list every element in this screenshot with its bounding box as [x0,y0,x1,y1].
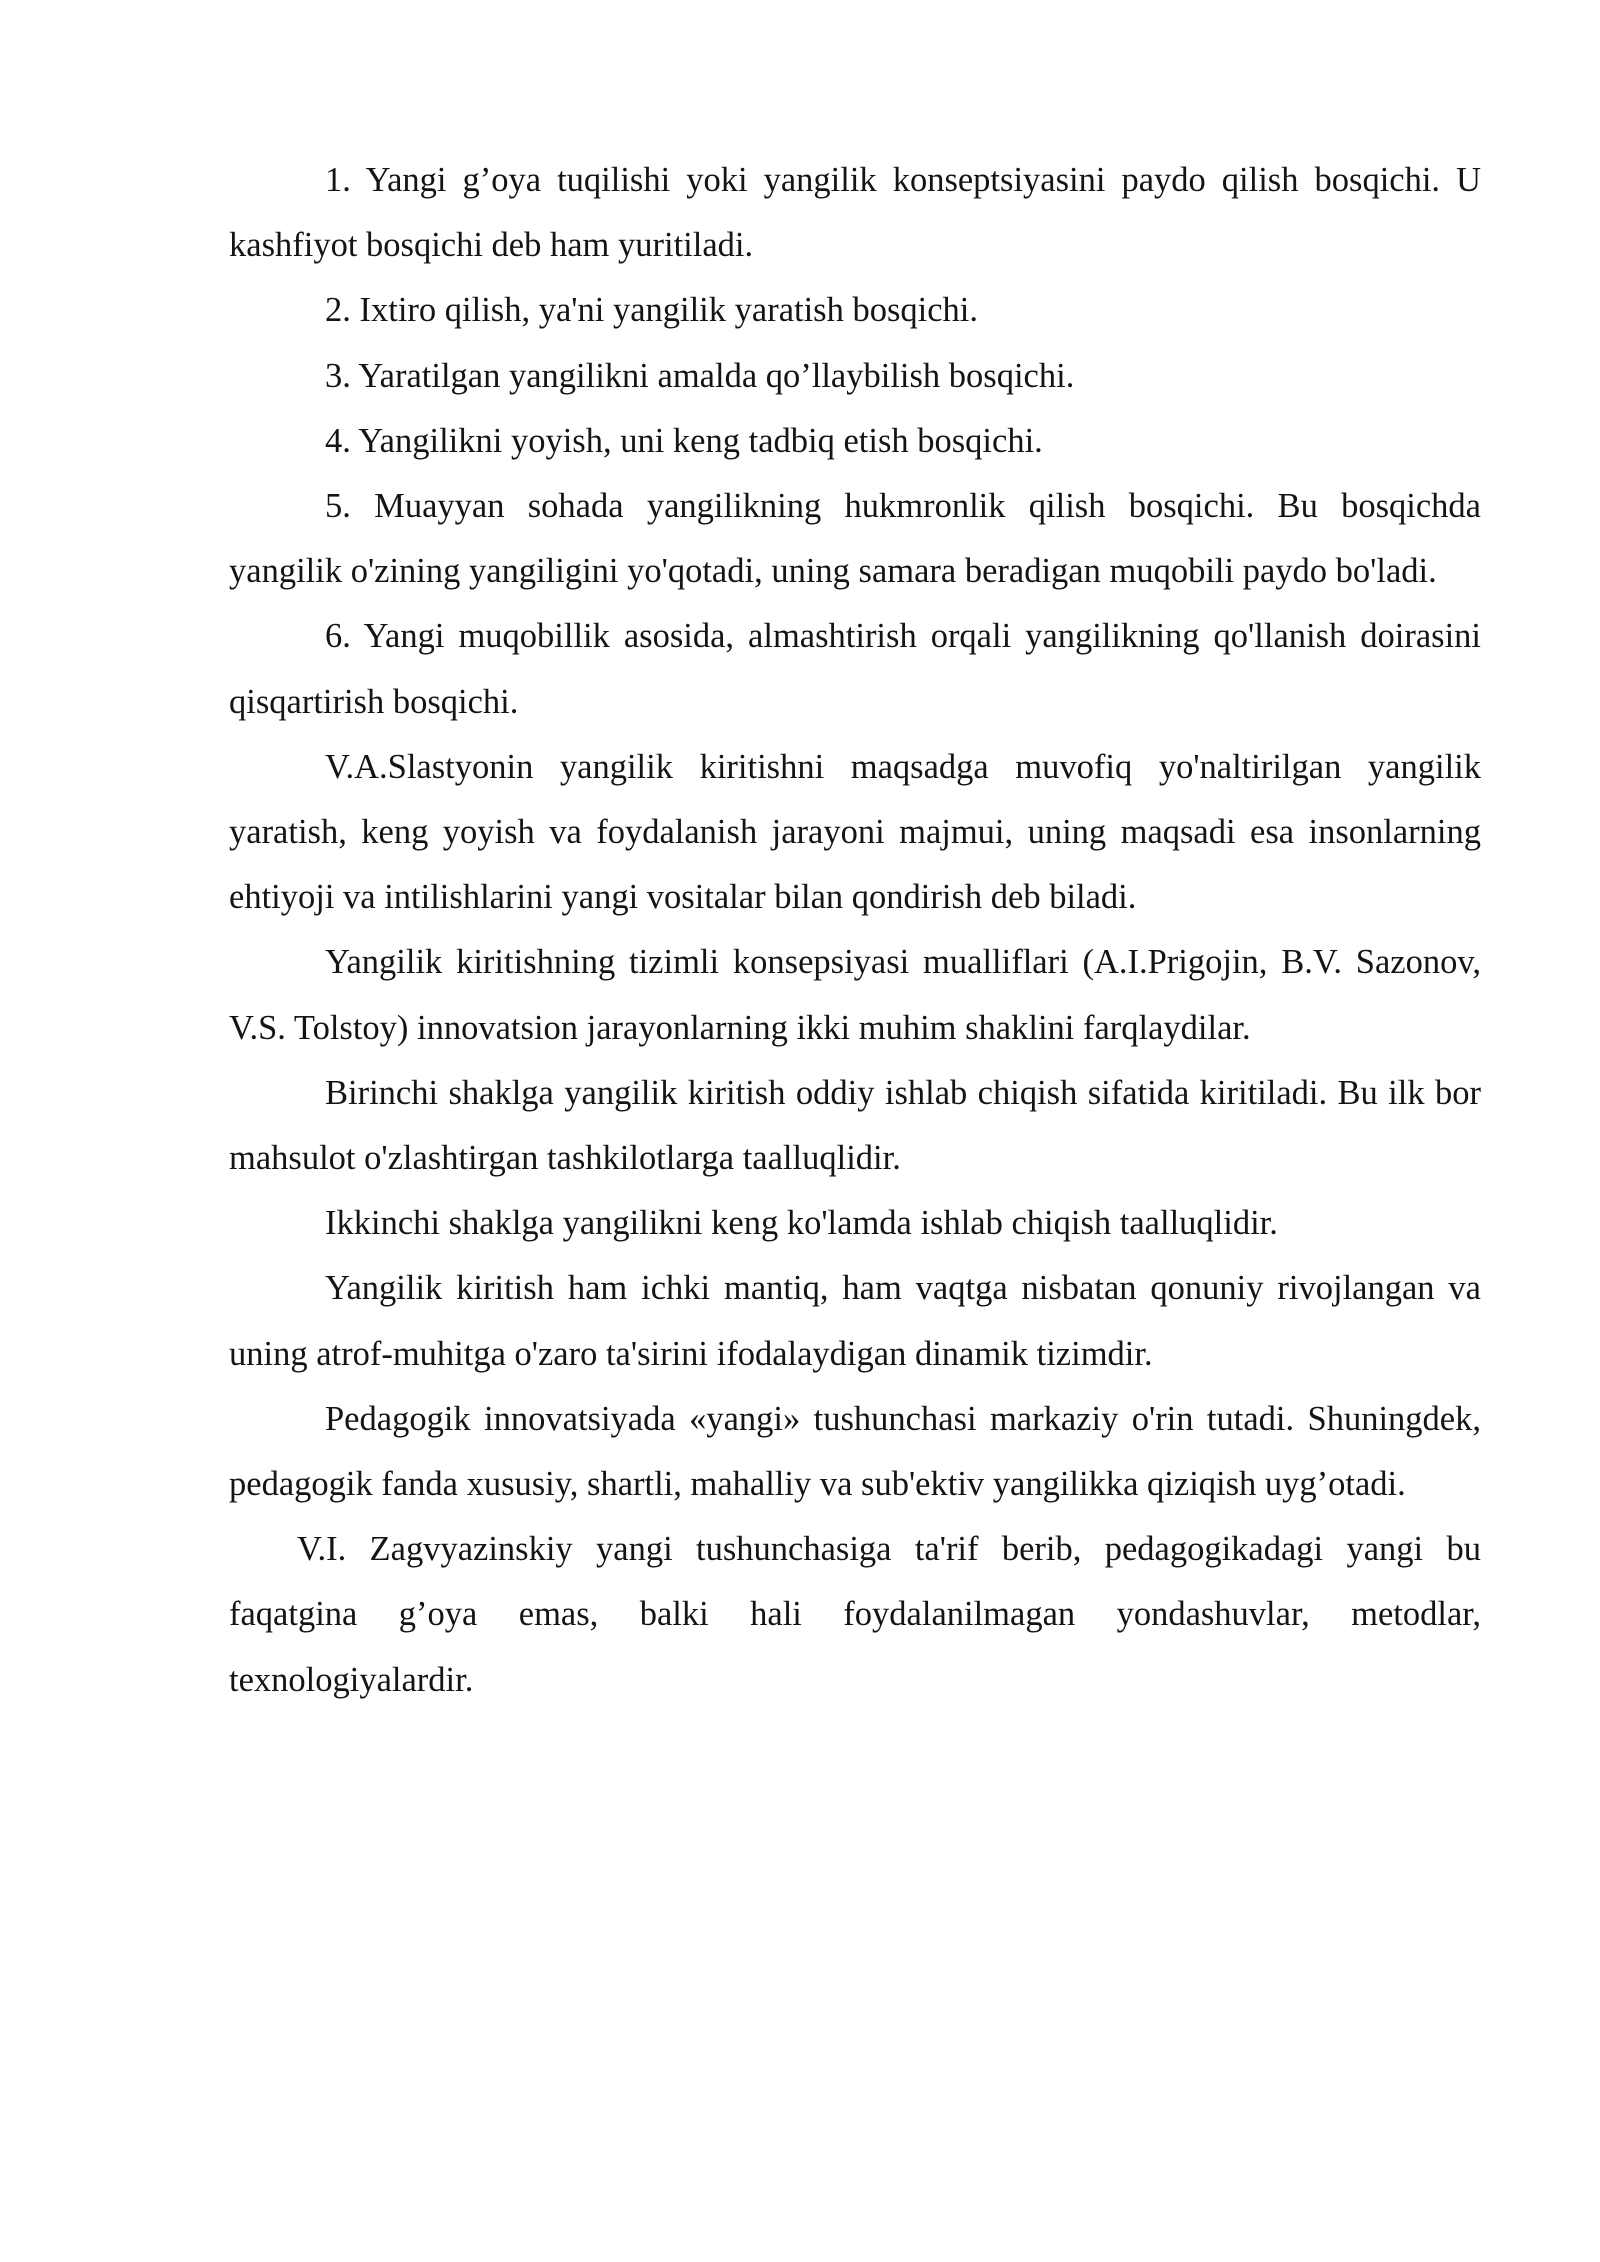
paragraph-stage-6: 6. Yangi muqobillik asosida, almashtirish orqali yangilikning qo'llanish doirasini qisqartirish bosqichi. [229,617,1481,721]
paragraph-slastyonin: V.A.Slastyonin yangilik kiritishni maqsadga muvofiq yo'naltirilgan yangilik yaratish, keng yoyish va foydalanish jarayoni majmui, uning maqsadi esa insonlarning ehtiyoji va intilishlarini yangi vositalar bilan qondirish deb biladi. [229,747,1481,917]
paragraph-first-form: Birinchi shaklga yangilik kiritish oddiy ishlab chiqish sifatida kiritiladi. Bu ilk bor mahsulot o'zlashtirgan tashkilotlarga taalluqlidir. [229,1073,1481,1178]
paragraph-second-form: Ikkinchi shaklga yangilikni keng ko'lamda ishlab chiqish taalluqlidir. [325,1204,1278,1243]
paragraph-zagvyazinskiy: V.I. Zagvyazinskiy yangi tushunchasiga ta'rif berib, pedagogikadagi yangi bu faqatgina g’oya emas, balki hali foydalanilmagan yondashuvlar, metodlar, texnologiyalardir. [229,1530,1481,1699]
document-body [229,148,1481,1713]
paragraph-stage-2: 2. Ixtiro qilish, ya'ni yangilik yaratish bosqichi. [325,291,979,330]
paragraph-stage-5: 5. Muayyan sohada yangilikning hukmronlik qilish bosqichi. Bu bosqichda yangilik o'zining yangiligini yo'qotadi, uning samara beradigan muqobili paydo bo'ladi. [229,487,1481,591]
paragraph-stage-4: 4. Yangilikni yoyish, uni keng tadbiq etish bosqichi. [325,421,1043,460]
paragraph-stage-1: 1. Yangi g’oya tuqilishi yoki yangilik konseptsiyasini paydo qilish bosqichi. U kashfiyot bosqichi deb ham yuritiladi. [229,161,1481,265]
paragraph-pedagogical-innovation: Pedagogik innovatsiyada «yangi» tushunchasi markaziy o'rin tutadi. Shuningdek, pedagogik fanda xususiy, shartli, mahalliy va sub'ektiv yangilikka qiziqish uyg’otadi. [229,1399,1481,1504]
paragraph-dynamic-system: Yangilik kiritish ham ichki mantiq, ham vaqtga nisbatan qonuniy rivojlangan va uning atrof-muhitga o'zaro ta'sirini ifodalaydigan dinamik tizimdir. [229,1269,1481,1373]
paragraph-stage-3: 3. Yaratilgan yangilikni amalda qo’llaybilish bosqichi. [325,356,1075,395]
paragraph-systemic-concept: Yangilik kiritishning tizimli konsepsiyasi mualliflari (A.I.Prigojin, B.V. Sazonov, V.S. Tolstoy) innovatsion jarayonlarning ikki muhim shaklini farqlaydilar. [229,943,1481,1047]
